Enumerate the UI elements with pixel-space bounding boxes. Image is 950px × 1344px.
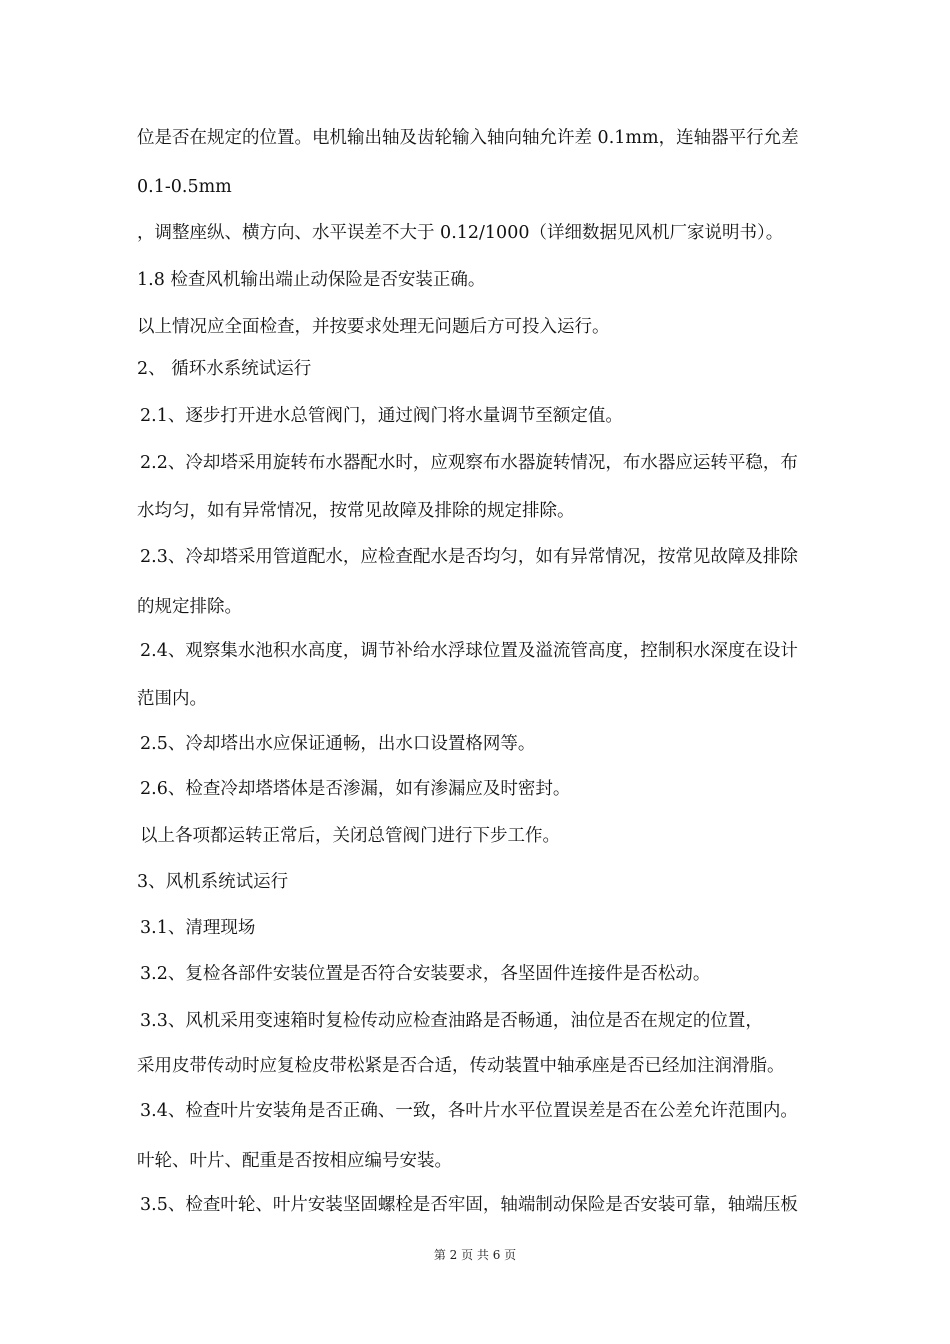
text-line: 的规定排除。 bbox=[137, 597, 242, 617]
text-line: 2.5、冷却塔出水应保证通畅，出水口设置格网等。 bbox=[140, 734, 536, 754]
section-heading: 2、 循环水系统试运行 bbox=[137, 359, 312, 379]
text-line: 3.5、检查叶轮、叶片安装坚固螺栓是否牢固，轴端制动保险是否安装可靠，轴端压板 bbox=[140, 1195, 798, 1215]
text-line: 3.2、复检各部件安装位置是否符合安装要求，各坚固件连接件是否松动。 bbox=[140, 964, 711, 984]
text-line: 3.4、检查叶片安装角是否正确、一致，各叶片水平位置误差是否在公差允许范围内。 bbox=[140, 1101, 798, 1121]
text-line: 3.3、风机采用变速箱时复检传动应检查油路是否畅通，油位是否在规定的位置， bbox=[140, 1011, 763, 1031]
text-line: 叶轮、叶片、配重是否按相应编号安装。 bbox=[137, 1151, 452, 1171]
text-line: 2.2、冷却塔采用旋转布水器配水时，应观察布水器旋转情况，布水器应运转平稳，布 bbox=[140, 453, 798, 473]
text-line: 2.4、观察集水池积水高度，调节补给水浮球位置及溢流管高度，控制积水深度在设计 bbox=[140, 641, 798, 661]
text-line: 2.3、冷却塔采用管道配水，应检查配水是否均匀，如有异常情况，按常见故障及排除 bbox=[140, 547, 798, 567]
text-line: 1.8 检查风机输出端止动保险是否安装正确。 bbox=[137, 270, 486, 290]
text-line: 以上情况应全面检查，并按要求处理无问题后方可投入运行。 bbox=[137, 317, 610, 337]
text-line: 3.1、清理现场 bbox=[140, 918, 256, 938]
text-line: ，调整座纵、横方向、水平误差不大于 0.12/1000（详细数据见风机厂家说明书）。 bbox=[137, 223, 784, 243]
text-line: 0.1-0.5mm bbox=[137, 177, 232, 197]
text-line: 位是否在规定的位置。电机输出轴及齿轮输入轴向轴允许差 0.1mm，连轴器平行允差 bbox=[137, 128, 799, 148]
text-line: 2.1、逐步打开进水总管阀门，通过阀门将水量调节至额定值。 bbox=[140, 406, 623, 426]
text-line: 水均匀，如有异常情况，按常见故障及排除的规定排除。 bbox=[137, 501, 575, 521]
text-line: 范围内。 bbox=[137, 689, 207, 709]
text-line: 2.6、检查冷却塔塔体是否渗漏，如有渗漏应及时密封。 bbox=[140, 779, 571, 799]
text-line: 采用皮带传动时应复检皮带松紧是否合适，传动装置中轴承座是否已经加注润滑脂。 bbox=[137, 1056, 785, 1076]
page-number: 第 2 页 共 6 页 bbox=[433, 1248, 517, 1262]
text-line: 以上各项都运转正常后，关闭总管阀门进行下步工作。 bbox=[140, 826, 560, 846]
section-heading: 3、风机系统试运行 bbox=[137, 872, 289, 892]
